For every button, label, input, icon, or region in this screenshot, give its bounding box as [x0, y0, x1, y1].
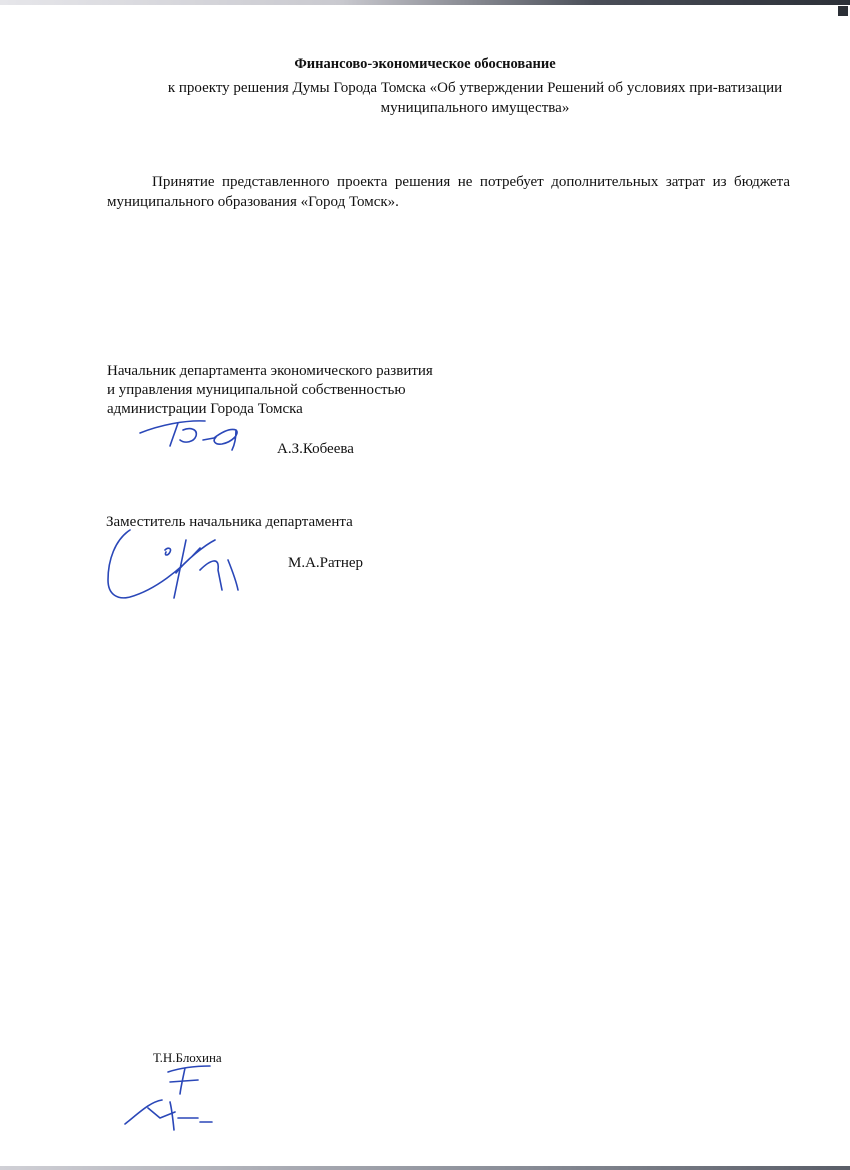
scan-corner-mark [838, 6, 848, 16]
executor-name: Т.Н.Блохина [153, 1050, 222, 1065]
signature-1-icon [140, 421, 237, 450]
body-paragraph: Принятие представленного проекта решения не потребует дополнительных затрат из бюджета муниципального образования «Город Томск». [107, 174, 790, 210]
signature-2-icon [108, 530, 238, 598]
document-subtitle: к проекту решения Думы Города Томска «Об утверждении Решений об условиях при-ватизации муниципального имущества» [167, 80, 783, 116]
signatory-1-position [107, 362, 527, 419]
signatory-1-position-line: администрации Города Томска [107, 401, 303, 417]
signatory-2-name: М.А.Ратнер [288, 555, 364, 571]
executor-initials-icon [168, 1066, 210, 1094]
signatory-1-position-line: и управления муниципальной собственностью [107, 382, 406, 398]
scan-bottom-edge [0, 1166, 850, 1170]
signatory-1-name: А.З.Кобеева [277, 441, 354, 457]
scan-top-edge [0, 0, 850, 5]
signatory-2-position: Заместитель начальника департамента [106, 514, 353, 530]
signatory-1-position-line: Начальник департамента экономического развития [107, 363, 433, 379]
executor-signature-icon [125, 1100, 212, 1130]
document-title: Финансово-экономическое обоснование [294, 56, 556, 72]
